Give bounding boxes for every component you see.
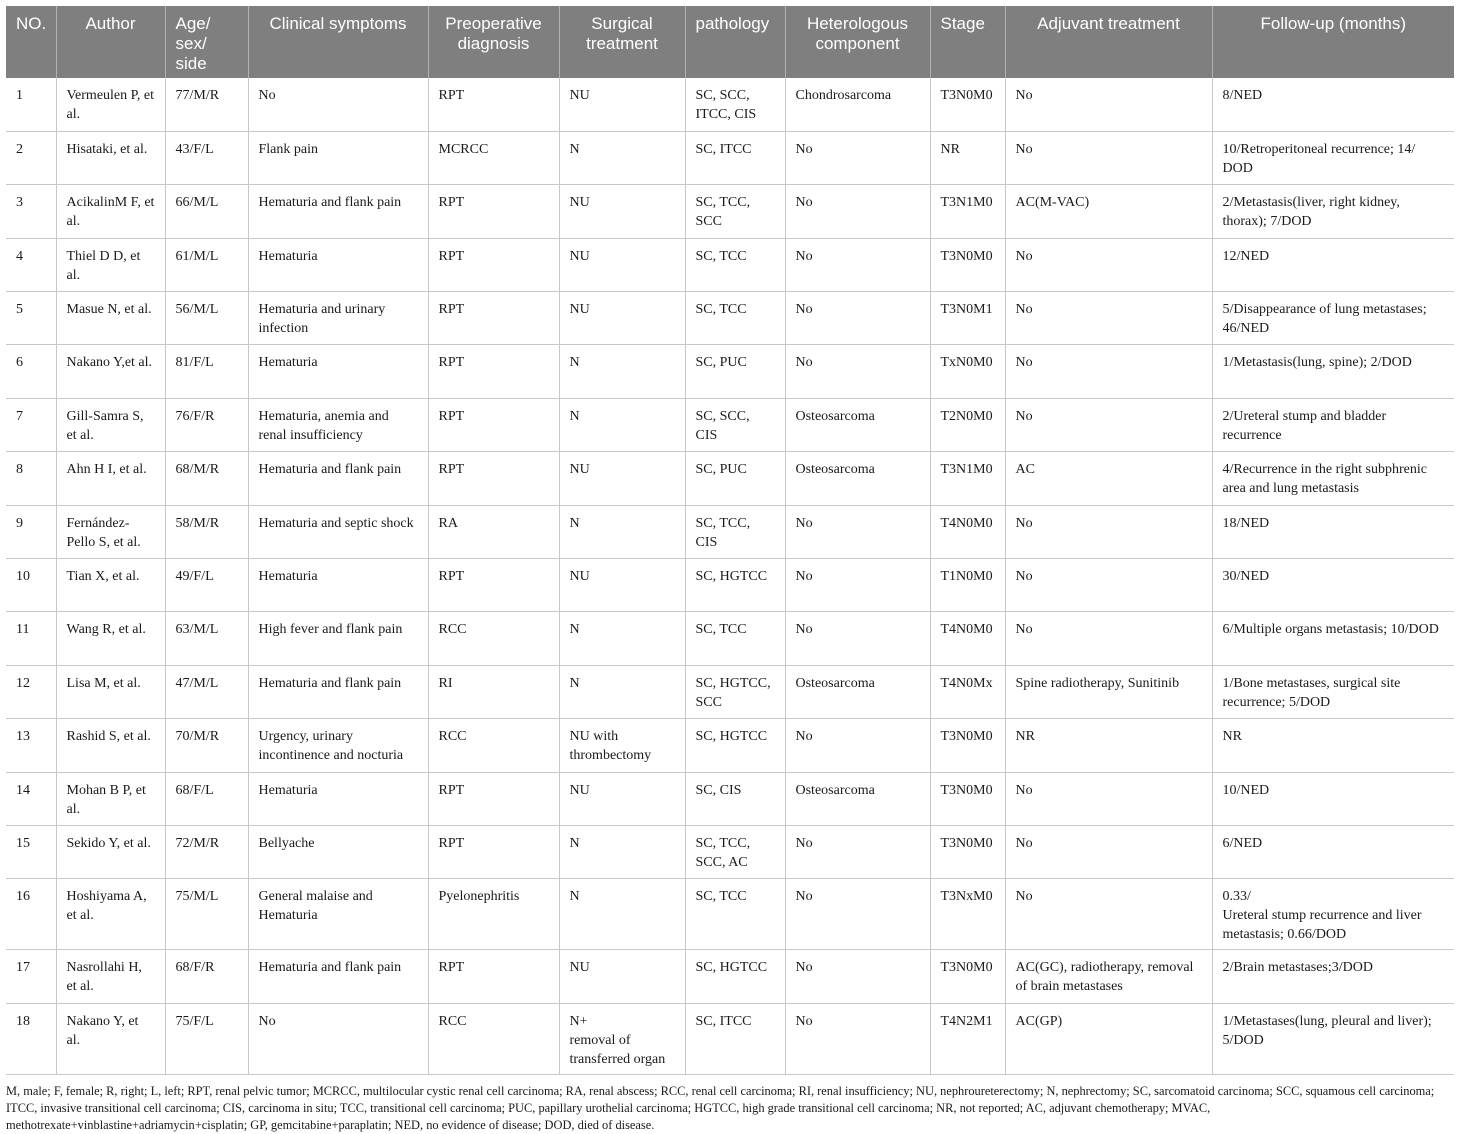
col-header-adjuvant-treatment: Adjuvant treatment — [1005, 6, 1212, 78]
table-cell: RPT — [428, 825, 559, 878]
table-cell: Hematuria — [248, 238, 428, 291]
table-cell: Mohan B P, et al. — [56, 772, 165, 825]
table-row — [6, 131, 1454, 184]
table-cell: Rashid S, et al. — [56, 719, 165, 772]
table-cell: 49/F/L — [165, 559, 248, 612]
col-header-age-sex-side: Age/ sex/ side — [165, 6, 248, 78]
table-cell: 4/Recurrence in the right subphrenic area and lung metastasis — [1212, 452, 1454, 505]
table-cell: T3N1M0 — [930, 185, 1005, 238]
table-cell: Hematuria and flank pain — [248, 185, 428, 238]
table-cell: NU — [559, 185, 685, 238]
table-cell: 70/M/R — [165, 719, 248, 772]
table-cell: Hisataki, et al. — [56, 131, 165, 184]
table-cell: RI — [428, 665, 559, 718]
table-cell: NR — [1005, 719, 1212, 772]
table-cell: N — [559, 665, 685, 718]
table-cell: SC, SCC, ITCC, CIS — [685, 78, 785, 131]
table-cell: No — [248, 1003, 428, 1074]
table-cell: No — [785, 505, 930, 558]
table-cell: NU — [559, 78, 685, 131]
table-row — [6, 505, 1454, 558]
table-cell: 68/F/L — [165, 772, 248, 825]
table-row — [6, 345, 1454, 398]
table-cell: AcikalinM F, et al. — [56, 185, 165, 238]
table-cell: T1N0M0 — [930, 559, 1005, 612]
table-cell: RPT — [428, 559, 559, 612]
table-cell: 66/M/L — [165, 185, 248, 238]
table-cell: 1/Metastases(lung, pleural and liver); 5/DOD — [1212, 1003, 1454, 1074]
table-cell: Urgency, urinary incontinence and nocturia — [248, 719, 428, 772]
table-cell: SC, TCC, CIS — [685, 505, 785, 558]
table-cell: 16 — [6, 879, 56, 950]
table-cell: Hematuria and urinary infection — [248, 292, 428, 345]
table-cell: 72/M/R — [165, 825, 248, 878]
table-cell: 68/M/R — [165, 452, 248, 505]
table-cell: 18/NED — [1212, 505, 1454, 558]
table-cell: SC, ITCC — [685, 1003, 785, 1074]
col-header-clinical-symptoms: Clinical symptoms — [248, 6, 428, 78]
table-cell: SC, TCC — [685, 238, 785, 291]
table-cell: No — [1005, 398, 1212, 451]
table-cell: N — [559, 505, 685, 558]
table-cell: SC, SCC, CIS — [685, 398, 785, 451]
table-cell: SC, CIS — [685, 772, 785, 825]
table-row — [6, 559, 1454, 612]
table-cell: T3N0M0 — [930, 719, 1005, 772]
table-cell: No — [1005, 772, 1212, 825]
table-cell: RPT — [428, 398, 559, 451]
table-cell: 0.33/ Ureteral stump recurrence and liver metastasis; 0.66/DOD — [1212, 879, 1454, 950]
table-cell: Nakano Y, et al. — [56, 1003, 165, 1074]
table-cell: NU — [559, 238, 685, 291]
table-cell: MCRCC — [428, 131, 559, 184]
table-cell: 58/M/R — [165, 505, 248, 558]
table-cell: 68/F/R — [165, 950, 248, 1003]
table-cell: 10/NED — [1212, 772, 1454, 825]
table-cell: Fernández-Pello S, et al. — [56, 505, 165, 558]
table-cell: No — [1005, 612, 1212, 665]
col-header-surgical-treatment: Surgical treatment — [559, 6, 685, 78]
table-cell: 8/NED — [1212, 78, 1454, 131]
table-cell: No — [1005, 292, 1212, 345]
table-cell: T3N0M1 — [930, 292, 1005, 345]
table-cell: RPT — [428, 78, 559, 131]
table-cell: RPT — [428, 950, 559, 1003]
table-cell: 18 — [6, 1003, 56, 1074]
table-cell: SC, HGTCC — [685, 719, 785, 772]
table-cell: 7 — [6, 398, 56, 451]
table-cell: T4N0M0 — [930, 612, 1005, 665]
table-cell: No — [785, 345, 930, 398]
table-row — [6, 772, 1454, 825]
table-cell: RPT — [428, 292, 559, 345]
table-row — [6, 78, 1454, 131]
col-header-author: Author — [56, 6, 165, 78]
table-cell: SC, TCC — [685, 292, 785, 345]
table-cell: Thiel D D, et al. — [56, 238, 165, 291]
table-cell: Sekido Y, et al. — [56, 825, 165, 878]
table-cell: No — [1005, 131, 1212, 184]
table-cell: 9 — [6, 505, 56, 558]
table-cell: 1 — [6, 78, 56, 131]
table-cell: No — [785, 879, 930, 950]
table-cell: 6/NED — [1212, 825, 1454, 878]
table-cell: Osteosarcoma — [785, 452, 930, 505]
table-row — [6, 879, 1454, 950]
table-cell: Ahn H I, et al. — [56, 452, 165, 505]
table-cell: SC, PUC — [685, 345, 785, 398]
table-cell: 10/Retroperitoneal recurrence; 14/ DOD — [1212, 131, 1454, 184]
table-cell: Masue N, et al. — [56, 292, 165, 345]
table-cell: No — [785, 292, 930, 345]
table-cell: 12/NED — [1212, 238, 1454, 291]
table-cell: 56/M/L — [165, 292, 248, 345]
table-cell: No — [1005, 238, 1212, 291]
table-cell: No — [1005, 879, 1212, 950]
table-cell: NU — [559, 950, 685, 1003]
table-cell: General malaise and Hematuria — [248, 879, 428, 950]
table-cell: 1/Bone metastases, surgical site recurrence; 5/DOD — [1212, 665, 1454, 718]
table-cell: Osteosarcoma — [785, 665, 930, 718]
table-cell: No — [785, 719, 930, 772]
table-cell: N — [559, 345, 685, 398]
table-cell: 2/Brain metastases;3/DOD — [1212, 950, 1454, 1003]
table-cell: Pyelonephritis — [428, 879, 559, 950]
table-cell: SC, TCC — [685, 879, 785, 950]
table-cell: SC, TCC — [685, 612, 785, 665]
table-cell: AC(GP) — [1005, 1003, 1212, 1074]
table-cell: NU — [559, 292, 685, 345]
table-cell: 6 — [6, 345, 56, 398]
table-cell: RA — [428, 505, 559, 558]
table-cell: 30/NED — [1212, 559, 1454, 612]
header-row — [6, 6, 1454, 78]
table-cell: NU with thrombectomy — [559, 719, 685, 772]
table-cell: No — [785, 185, 930, 238]
table-row — [6, 950, 1454, 1003]
table-cell: Hematuria — [248, 559, 428, 612]
table-cell: No — [1005, 345, 1212, 398]
table-cell: 10 — [6, 559, 56, 612]
table-cell: 12 — [6, 665, 56, 718]
table-row — [6, 238, 1454, 291]
table-cell: N — [559, 612, 685, 665]
table-cell: 76/F/R — [165, 398, 248, 451]
table-cell: SC, TCC, SCC — [685, 185, 785, 238]
table-cell: N — [559, 131, 685, 184]
table-cell: 11 — [6, 612, 56, 665]
table-cell: Hematuria — [248, 345, 428, 398]
table-cell: N — [559, 879, 685, 950]
table-row — [6, 825, 1454, 878]
table-cell: T4N0M0 — [930, 505, 1005, 558]
table-cell: T3N0M0 — [930, 825, 1005, 878]
table-cell: No — [1005, 825, 1212, 878]
table-cell: 2 — [6, 131, 56, 184]
col-header-preoperative-diagnosis: Preoperative diagnosis — [428, 6, 559, 78]
table-cell: No — [785, 1003, 930, 1074]
table-cell: No — [248, 78, 428, 131]
table-cell: SC, ITCC — [685, 131, 785, 184]
table-cell: No — [785, 238, 930, 291]
table-cell: AC(M-VAC) — [1005, 185, 1212, 238]
table-cell: TxN0M0 — [930, 345, 1005, 398]
table-cell: Tian X, et al. — [56, 559, 165, 612]
table-cell: Nakano Y,et al. — [56, 345, 165, 398]
table-cell: 17 — [6, 950, 56, 1003]
table-cell: Vermeulen P, et al. — [56, 78, 165, 131]
table-cell: SC, TCC, SCC, AC — [685, 825, 785, 878]
table-cell: Wang R, et al. — [56, 612, 165, 665]
table-cell: 8 — [6, 452, 56, 505]
table-cell: SC, HGTCC — [685, 950, 785, 1003]
table-cell: 75/F/L — [165, 1003, 248, 1074]
table-cell: 3 — [6, 185, 56, 238]
table-cell: RCC — [428, 612, 559, 665]
table-cell: Hematuria and flank pain — [248, 665, 428, 718]
table-cell: Spine radiotherapy, Sunitinib — [1005, 665, 1212, 718]
table-cell: RPT — [428, 772, 559, 825]
table-cell: T3NxM0 — [930, 879, 1005, 950]
table-cell: T3N1M0 — [930, 452, 1005, 505]
table-cell: NR — [930, 131, 1005, 184]
table-row — [6, 185, 1454, 238]
table-cell: No — [785, 612, 930, 665]
table-cell: Bellyache — [248, 825, 428, 878]
table-cell: N+ removal of transferred organ — [559, 1003, 685, 1074]
table-cell: NU — [559, 772, 685, 825]
table-cell: Hematuria and flank pain — [248, 950, 428, 1003]
table-cell: High fever and flank pain — [248, 612, 428, 665]
table-row — [6, 452, 1454, 505]
table-cell: Hoshiyama A, et al. — [56, 879, 165, 950]
table-cell: 15 — [6, 825, 56, 878]
table-cell: T3N0M0 — [930, 238, 1005, 291]
table-row — [6, 719, 1454, 772]
col-header-heterologous-component: Heterologous component — [785, 6, 930, 78]
table-cell: 5 — [6, 292, 56, 345]
table-cell: Hematuria and flank pain — [248, 452, 428, 505]
col-header-no: NO. — [6, 6, 56, 78]
table-cell: 14 — [6, 772, 56, 825]
table-cell: T3N0M0 — [930, 772, 1005, 825]
table-cell: No — [1005, 559, 1212, 612]
table-cell: AC(GC), radiotherapy, removal of brain metastases — [1005, 950, 1212, 1003]
table-cell: 75/M/L — [165, 879, 248, 950]
table-cell: 1/Metastasis(lung, spine); 2/DOD — [1212, 345, 1454, 398]
table-footnote: M, male; F, female; R, right; L, left; RPT, renal pelvic tumor; MCRCC, multilocular cystic renal cell carcinoma; RA, renal abscess; RCC, renal cell carcinoma; RI, renal insufficiency; NU, nephroureterectomy; N, nephrectomy; SC, sarcomatoid carcinoma; SCC, squamous cell carcinoma; ITCC, invasive transitional cell carcinoma; CIS, carcinoma in situ; TCC, transitional cell carcinoma; PUC, papillary urothelial carcinoma; HGTCC, high grade transitional cell carcinoma; NR, not reported; AC, adjuvant chemotherapy; MVAC, methotrexate+vinblastine+adriamycin+cisplatin; GP, gemcitabine+paraplatin; NED, no evidence of disease; DOD, died of disease. — [6, 1083, 1435, 1132]
table-cell: 77/M/R — [165, 78, 248, 131]
table-cell: 13 — [6, 719, 56, 772]
table-cell: NR — [1212, 719, 1454, 772]
table-cell: RPT — [428, 345, 559, 398]
table-cell: N — [559, 825, 685, 878]
table-cell: T3N0M0 — [930, 950, 1005, 1003]
table-cell: SC, PUC — [685, 452, 785, 505]
table-row — [6, 292, 1454, 345]
table-cell: RCC — [428, 719, 559, 772]
table-cell: Flank pain — [248, 131, 428, 184]
table-cell: Osteosarcoma — [785, 398, 930, 451]
col-header-follow-up: Follow-up (months) — [1212, 6, 1454, 78]
col-header-pathology: pathology — [685, 6, 785, 78]
col-header-stage: Stage — [930, 6, 1005, 78]
table-cell: T3N0M0 — [930, 78, 1005, 131]
table-cell: No — [785, 825, 930, 878]
table-cell: Osteosarcoma — [785, 772, 930, 825]
table-cell: 43/F/L — [165, 131, 248, 184]
table-cell: Hematuria, anemia and renal insufficiency — [248, 398, 428, 451]
table-cell: RCC — [428, 1003, 559, 1074]
table-row — [6, 1003, 1454, 1074]
table-cell: Lisa M, et al. — [56, 665, 165, 718]
table-body — [6, 78, 1454, 1074]
table-cell: SC, HGTCC, SCC — [685, 665, 785, 718]
table-row — [6, 665, 1454, 718]
table-cell: 2/Ureteral stump and bladder recurrence — [1212, 398, 1454, 451]
table-cell: Chondrosarcoma — [785, 78, 930, 131]
table-cell: T2N0M0 — [930, 398, 1005, 451]
table-row — [6, 398, 1454, 451]
table-cell: RPT — [428, 452, 559, 505]
table-cell: AC — [1005, 452, 1212, 505]
table-container — [6, 6, 1454, 1134]
table-cell: 4 — [6, 238, 56, 291]
table-cell: SC, HGTCC — [685, 559, 785, 612]
table-cell: N — [559, 398, 685, 451]
table-cell: No — [785, 131, 930, 184]
table-cell: RPT — [428, 238, 559, 291]
table-row — [6, 612, 1454, 665]
case-table — [6, 6, 1454, 1075]
table-cell: NU — [559, 559, 685, 612]
table-cell: T4N0Mx — [930, 665, 1005, 718]
table-cell: T4N2M1 — [930, 1003, 1005, 1074]
table-cell: RPT — [428, 185, 559, 238]
table-cell: No — [785, 559, 930, 612]
table-cell: No — [785, 950, 930, 1003]
table-cell: 47/M/L — [165, 665, 248, 718]
table-cell: 61/M/L — [165, 238, 248, 291]
table-cell: 5/Disappearance of lung metastases; 46/NED — [1212, 292, 1454, 345]
table-cell: 81/F/L — [165, 345, 248, 398]
table-cell: No — [1005, 505, 1212, 558]
table-cell: No — [1005, 78, 1212, 131]
table-cell: Nasrollahi H, et al. — [56, 950, 165, 1003]
table-cell: Gill-Samra S, et al. — [56, 398, 165, 451]
table-cell: 6/Multiple organs metastasis; 10/DOD — [1212, 612, 1454, 665]
table-cell: 2/Metastasis(liver, right kidney, thorax); 7/DOD — [1212, 185, 1454, 238]
table-cell: NU — [559, 452, 685, 505]
table-cell: 63/M/L — [165, 612, 248, 665]
table-cell: Hematuria and septic shock — [248, 505, 428, 558]
table-cell: Hematuria — [248, 772, 428, 825]
